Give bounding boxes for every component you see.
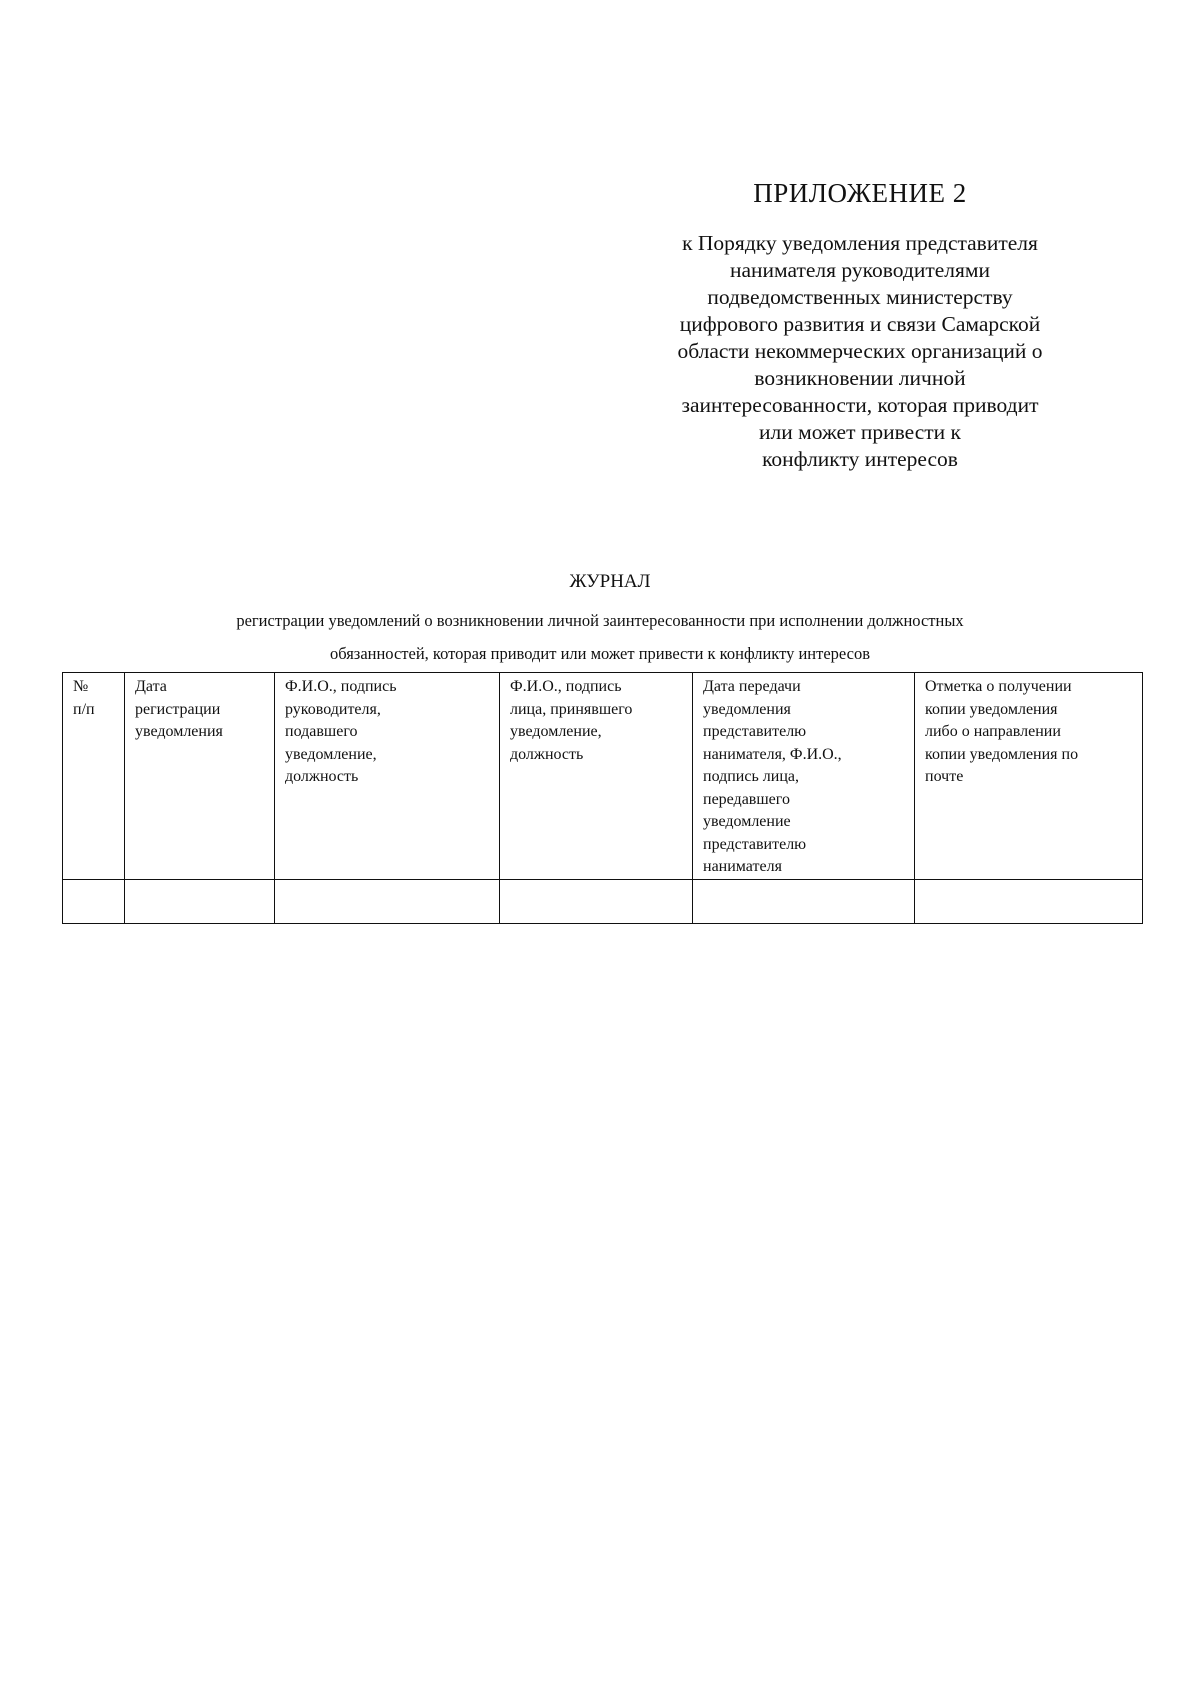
header-line: уведомление, <box>285 745 377 763</box>
header-line: № <box>73 678 89 695</box>
column-header-registration-date <box>125 673 275 880</box>
header-line: регистрации <box>135 700 221 718</box>
table-cell <box>63 879 125 923</box>
header-line: Отметка о получении <box>925 678 1072 695</box>
header-line: нанимателя <box>703 858 782 875</box>
column-header-submitter <box>275 673 500 880</box>
header-line: копии уведомления <box>925 700 1058 718</box>
header-line: почте <box>925 768 964 785</box>
header-line: уведомления <box>703 700 791 718</box>
header-line: Ф.И.О., подпись <box>285 678 397 695</box>
table-cell <box>693 879 915 923</box>
journal-subtitle <box>100 604 1100 670</box>
appendix-subtitle-line: или может привести к <box>759 420 961 444</box>
header-line: представителю <box>703 723 807 740</box>
header-line: подавшего <box>285 723 358 740</box>
table-cell <box>500 879 693 923</box>
table-cell <box>275 879 500 923</box>
column-header-transfer <box>693 673 915 880</box>
journal-table <box>62 672 1143 924</box>
appendix-subtitle-line: подведомственных министерству <box>707 285 1013 309</box>
header-line: уведомления <box>135 723 223 740</box>
header-line: копии уведомления по <box>925 745 1079 763</box>
table-row <box>63 879 1143 923</box>
header-line: п/п <box>73 700 95 718</box>
appendix-subtitle-line: нанимателя руководителями <box>729 258 990 282</box>
column-header-copy-receipt <box>915 673 1143 880</box>
header-line: уведомление <box>703 813 791 830</box>
appendix-subtitle-line: конфликту интересов <box>762 447 958 471</box>
column-header-number <box>63 673 125 880</box>
header-line: Ф.И.О., подпись <box>510 678 622 695</box>
header-line: уведомление, <box>510 723 602 740</box>
header-line: лица, принявшего <box>510 700 633 718</box>
header-line: нанимателя, Ф.И.О., <box>703 745 842 763</box>
appendix-title: ПРИЛОЖЕНИЕ 2 <box>753 178 967 208</box>
appendix-subtitle-line: области некоммерческих организаций о <box>677 339 1043 363</box>
appendix-subtitle-line: заинтересованности, которая приводит <box>681 393 1039 417</box>
table-cell <box>125 879 275 923</box>
header-line: должность <box>285 768 359 785</box>
journal-subtitle-line: регистрации уведомлений о возникновении личной заинтересованности при исполнении должностных <box>236 611 964 630</box>
column-header-receiver <box>500 673 693 880</box>
header-line: Дата передачи <box>703 678 801 695</box>
header-line: представителю <box>703 835 807 853</box>
journal-subtitle-line: обязанностей, которая приводит или может привести к конфликту интересов <box>329 644 870 663</box>
header-line: передавшего <box>703 790 790 808</box>
header-line: либо о направлении <box>925 723 1061 740</box>
appendix-subtitle <box>630 230 1090 473</box>
appendix-subtitle-line: цифрового развития и связи Самарской <box>679 312 1041 336</box>
header-line: должность <box>510 745 584 763</box>
journal-title: ЖУРНАЛ <box>569 571 651 592</box>
header-line: Дата <box>135 678 167 695</box>
table-header-row <box>63 673 1143 880</box>
appendix-subtitle-line: к Порядку уведомления представителя <box>682 231 1038 255</box>
appendix-subtitle-line: возникновении личной <box>754 366 966 390</box>
header-line: подпись лица, <box>703 768 799 785</box>
header-line: руководителя, <box>285 700 381 718</box>
table-cell <box>915 879 1143 923</box>
